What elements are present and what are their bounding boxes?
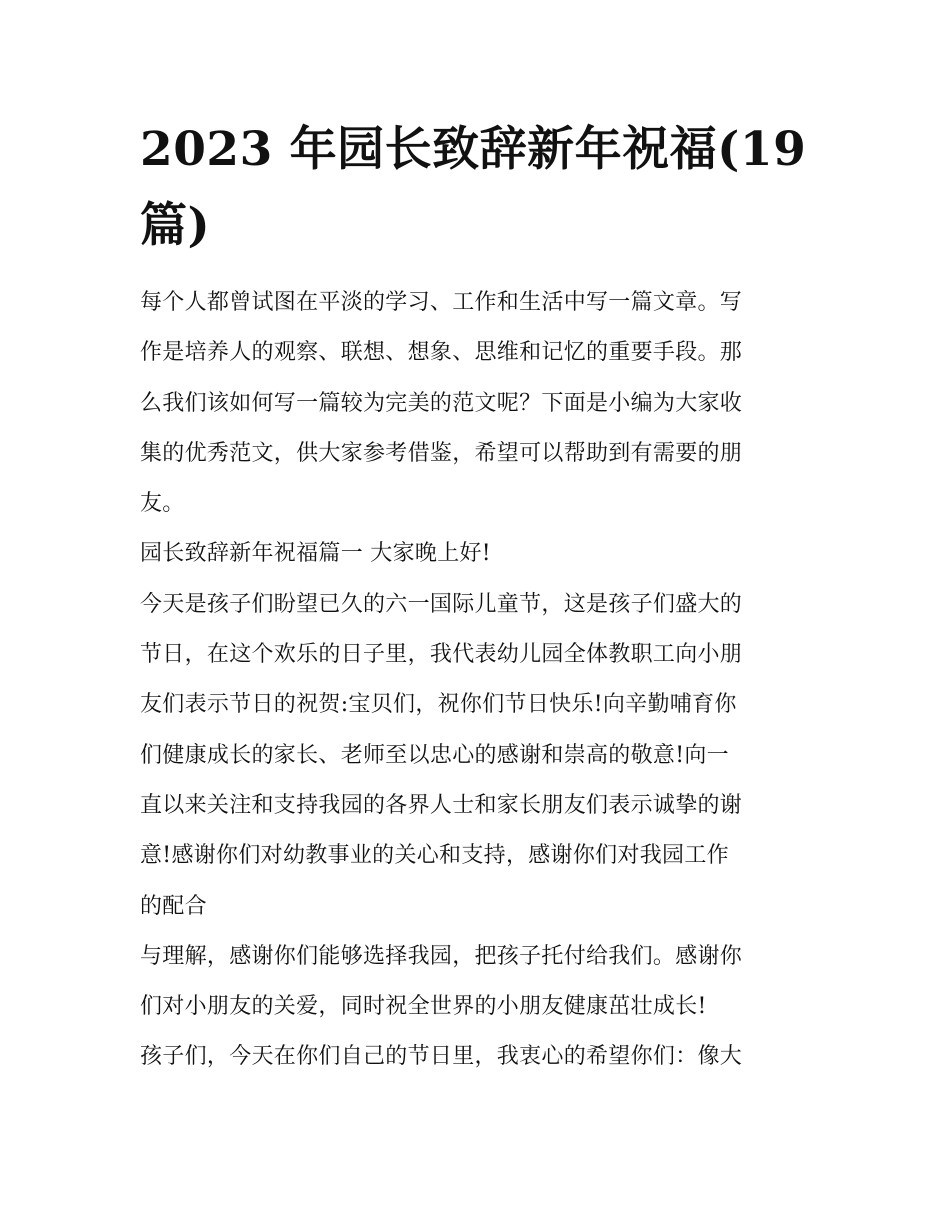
title-line: 2023 年园长致辞新年祝福(19 <box>140 122 807 177</box>
text-line: 意!感谢你们对幼教事业的关心和支持，感谢你们对我园工作 <box>140 843 729 869</box>
section-heading-paragraph <box>140 529 815 579</box>
text-line: 每个人都曾试图在平淡的学习、工作和生活中写一篇文章。写 <box>140 290 743 315</box>
text-line: 的配合 <box>140 893 207 919</box>
body-paragraph <box>140 1032 815 1082</box>
text-line: 友们表示节日的祝贺:宝贝们，祝你们节日快乐!向辛勤哺育你 <box>140 692 737 718</box>
text-line: 直以来关注和支持我园的各界人士和家长朋友们表示诚挚的谢 <box>140 792 743 818</box>
text-line: 们对小朋友的关爱，同时祝全世界的小朋友健康茁壮成长! <box>140 994 707 1020</box>
text-line: 今天是孩子们盼望已久的六一国际儿童节，这是孩子们盛大的 <box>140 591 743 617</box>
body-paragraph <box>140 580 815 932</box>
intro-paragraph <box>140 278 815 529</box>
text-line: 么我们该如何写一篇较为完美的范文呢？下面是小编为大家收 <box>140 390 743 416</box>
text-line: 节日，在这个欢乐的日子里，我代表幼儿园全体教职工向小朋 <box>140 642 743 668</box>
text-line: 园长致辞新年祝福篇一 大家晚上好! <box>140 541 491 567</box>
text-line: 友。 <box>140 491 185 517</box>
body-paragraph <box>140 932 815 1033</box>
text-line: 们健康成长的家长、老师至以忠心的感谢和崇高的敬意!向一 <box>140 742 729 768</box>
text-line: 孩子们，今天在你们自己的节日里，我衷心的希望你们：像大 <box>140 1044 743 1070</box>
text-line: 作是培养人的观察、联想、想象、思维和记忆的重要手段。那 <box>140 340 743 366</box>
text-line: 与理解，感谢你们能够选择我园，把孩子托付给我们。感谢你 <box>140 943 743 969</box>
text-line: 集的优秀范文，供大家参考借鉴，希望可以帮助到有需要的朋 <box>140 440 743 466</box>
document-body <box>140 112 815 1083</box>
document-title <box>140 112 815 264</box>
title-line: 篇) <box>140 198 211 253</box>
